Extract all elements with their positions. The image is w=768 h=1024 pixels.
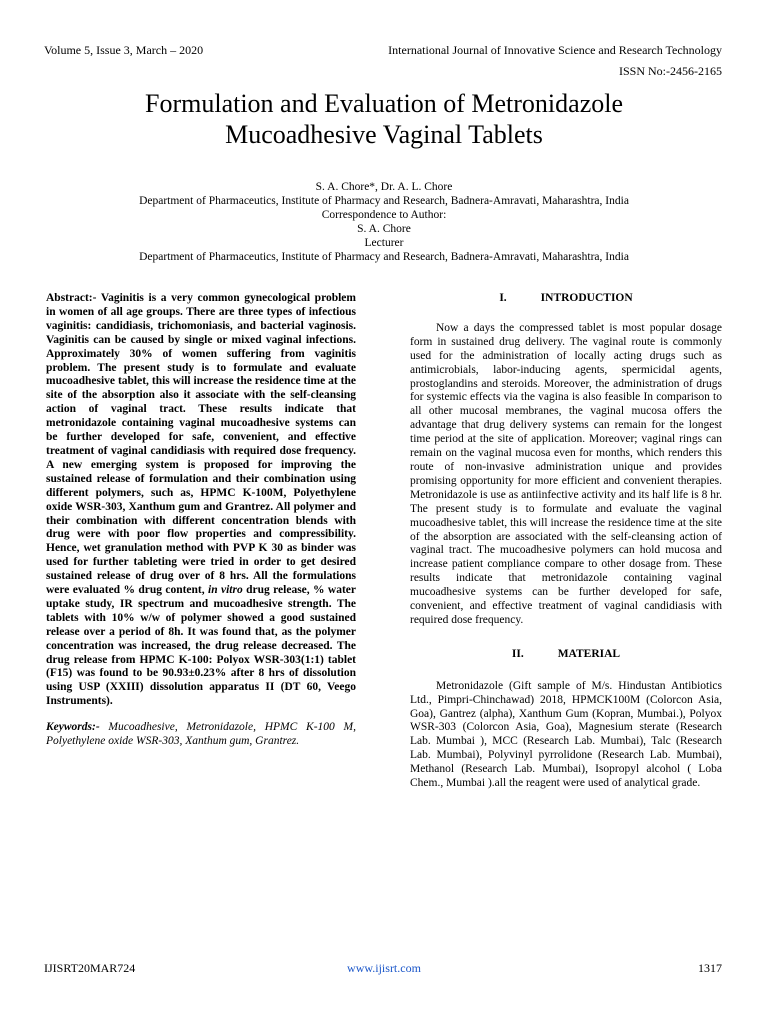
corresponding-author: S. A. Chore [357,223,411,235]
journal-website-link[interactable]: www.ijisrt.com [347,961,421,975]
section-heading-introduction [410,292,722,306]
author-role: Lecturer [364,237,404,249]
section-number: I. [499,292,507,304]
article-id: IJISRT20MAR724 [44,961,136,975]
author-block [44,180,724,264]
author-affiliation-2: Department of Pharmaceutics, Institute of Pharmacy and Research, Badnera-Amravati, Maharashtra, India [139,251,629,263]
abstract-text-1: Abstract:- Vaginitis is a very common gynecological problem in women of all age groups. There are three types of infectious vaginitis: candidiasis, trichomoniasis, and bacterial vaginosis. Vaginitis can be caused by single or mixed vaginal infections. Approximately 30% of women suffering from vaginitis problem. The present study is to formulate and evaluate mucoadhesive tablet, this will increase the residence time at the site of the absorption also it associate with the self-cleansing action of vaginal tract. These results indicate that metronidazole containing vaginal mucoadhesive systems can be further developed for safe, convenient, and effective treatment of vaginal candidiasis with required dose frequency. A new emerging system is proposed for improving the sustained release of formulation and their combination using different polymers, such as, HPMC K-100M, Polyethylene oxide WSR-303, Xanthum gum and Grantrez. All polymer and their combination with different concentration blends with drug were with poor flow properties and compressibility. Hence, wet granulation method with PVP K 30 as binder was used for further tableting were tried in order to get desired sustained release of drug over of 8 hrs. All the formulations were evaluated % drug content, [46,292,356,597]
title-line-2: Mucoadhesive Vaginal Tablets [225,120,543,149]
title-line-1: Formulation and Evaluation of Metronidazole [145,89,623,118]
abstract [46,292,356,709]
keywords [46,721,356,749]
introduction-paragraph: Now a days the compressed tablet is most popular dosage form in sustained drug delivery. The vaginal route is commonly used for the administration of locally acting drugs such as antimicrobials, labor-inducing agents, spermicidal agents, prostoglandins and steroids. Moreover, the administration of drugs for systemic effects via the vagina is also feasible In comparison to all other mucosal membranes, the vaginal mucosa offers the advantage that drug delivery systems can remain for the longest time period at the site of application. Moreover; vaginal rings can remain on the vaginal mucosa even for months, which renders this route of non-invasive administration unique and provides promising opportunity for more efficient and convenient therapies. Metronidazole is use as antiinfective activity and its half life is 8 hr. The present study is to formulate and evaluate the vaginal mucoadhesive tablet, this will increase the residence time at the site of the absorption are associated with the self-cleansing action of vaginal tract. The mucoadhesive polymers can hold mucosa and increase patient compliance compare to other dosage from. These results indicate that metronidazole containing vaginal mucoadhesive systems can be further developed for safe, convenient, and effective treatment of vaginal candidiasis with required dose frequency. [410,321,723,626]
section-title: MATERIAL [557,647,621,660]
abstract-italic-term: in vitro [208,584,243,597]
issn-number: ISSN No:-2456-2165 [618,64,722,78]
section-title: INTRODUCTION [540,292,633,304]
keywords-label: Keywords:- [46,721,100,734]
paper-title [44,88,724,150]
correspondence-label: Correspondence to Author: [321,209,447,221]
abstract-text-2: drug release, % water uptake study, IR spectrum and mucoadhesive strength. The tablets with 10% w/w of polymer showed a good sustained release over a period of 8h. It was found that, as the polymer concentration was increased, the drug release decreased. The drug release from HPMC K-100: Polyox WSR-303(1:1) tablet (F15) was found to be 90.93±0.23% after 8 hrs of dissolution using USP (XXIII) dissolution apparatus II (DT 60, Veego Instruments). [46,584,357,708]
journal-name: International Journal of Innovative Science and Research Technology [388,43,722,57]
keywords-text: Mucoadhesive, Metronidazole, HPMC K-100 M, Polyethylene oxide WSR-303, Xanthum gum, Grantrez. [46,721,356,748]
section-number: II. [511,647,524,660]
page-number: 1317 [698,961,722,975]
right-column [410,292,722,791]
section-heading-material [410,648,722,662]
author-affiliation: Department of Pharmaceutics, Institute of Pharmacy and Research, Badnera-Amravati, Maharashtra, India [139,195,629,207]
journal-volume-issue: Volume 5, Issue 3, March – 2020 [44,43,204,57]
material-paragraph: Metronidazole (Gift sample of M/s. Hindustan Antibiotics Ltd., Pimpri-Chinchawad) 2018, HPMCK100M (Colorcon Asia, Goa), Gantrez (alpha), Xanthum Gum (Kopran, Mumbai.), Polyox WSR-303 (Colorcon Asia, Goa), Magnesium sterate (Research Lab. Mumbai ), MCC (Research Lab. Mumbai), Talc (Research Lab. Mumbai), Polyvinyl pyrrolidone (Research Lab. Mumbai), Methanol (Research Lab. Mumbai), Isopropyl alcohol ( Loba Chem., Mumbai ).all the reagent were used of analytical grade. [410,679,722,790]
left-column [46,292,356,749]
author-names: S. A. Chore*, Dr. A. L. Chore [315,181,453,193]
